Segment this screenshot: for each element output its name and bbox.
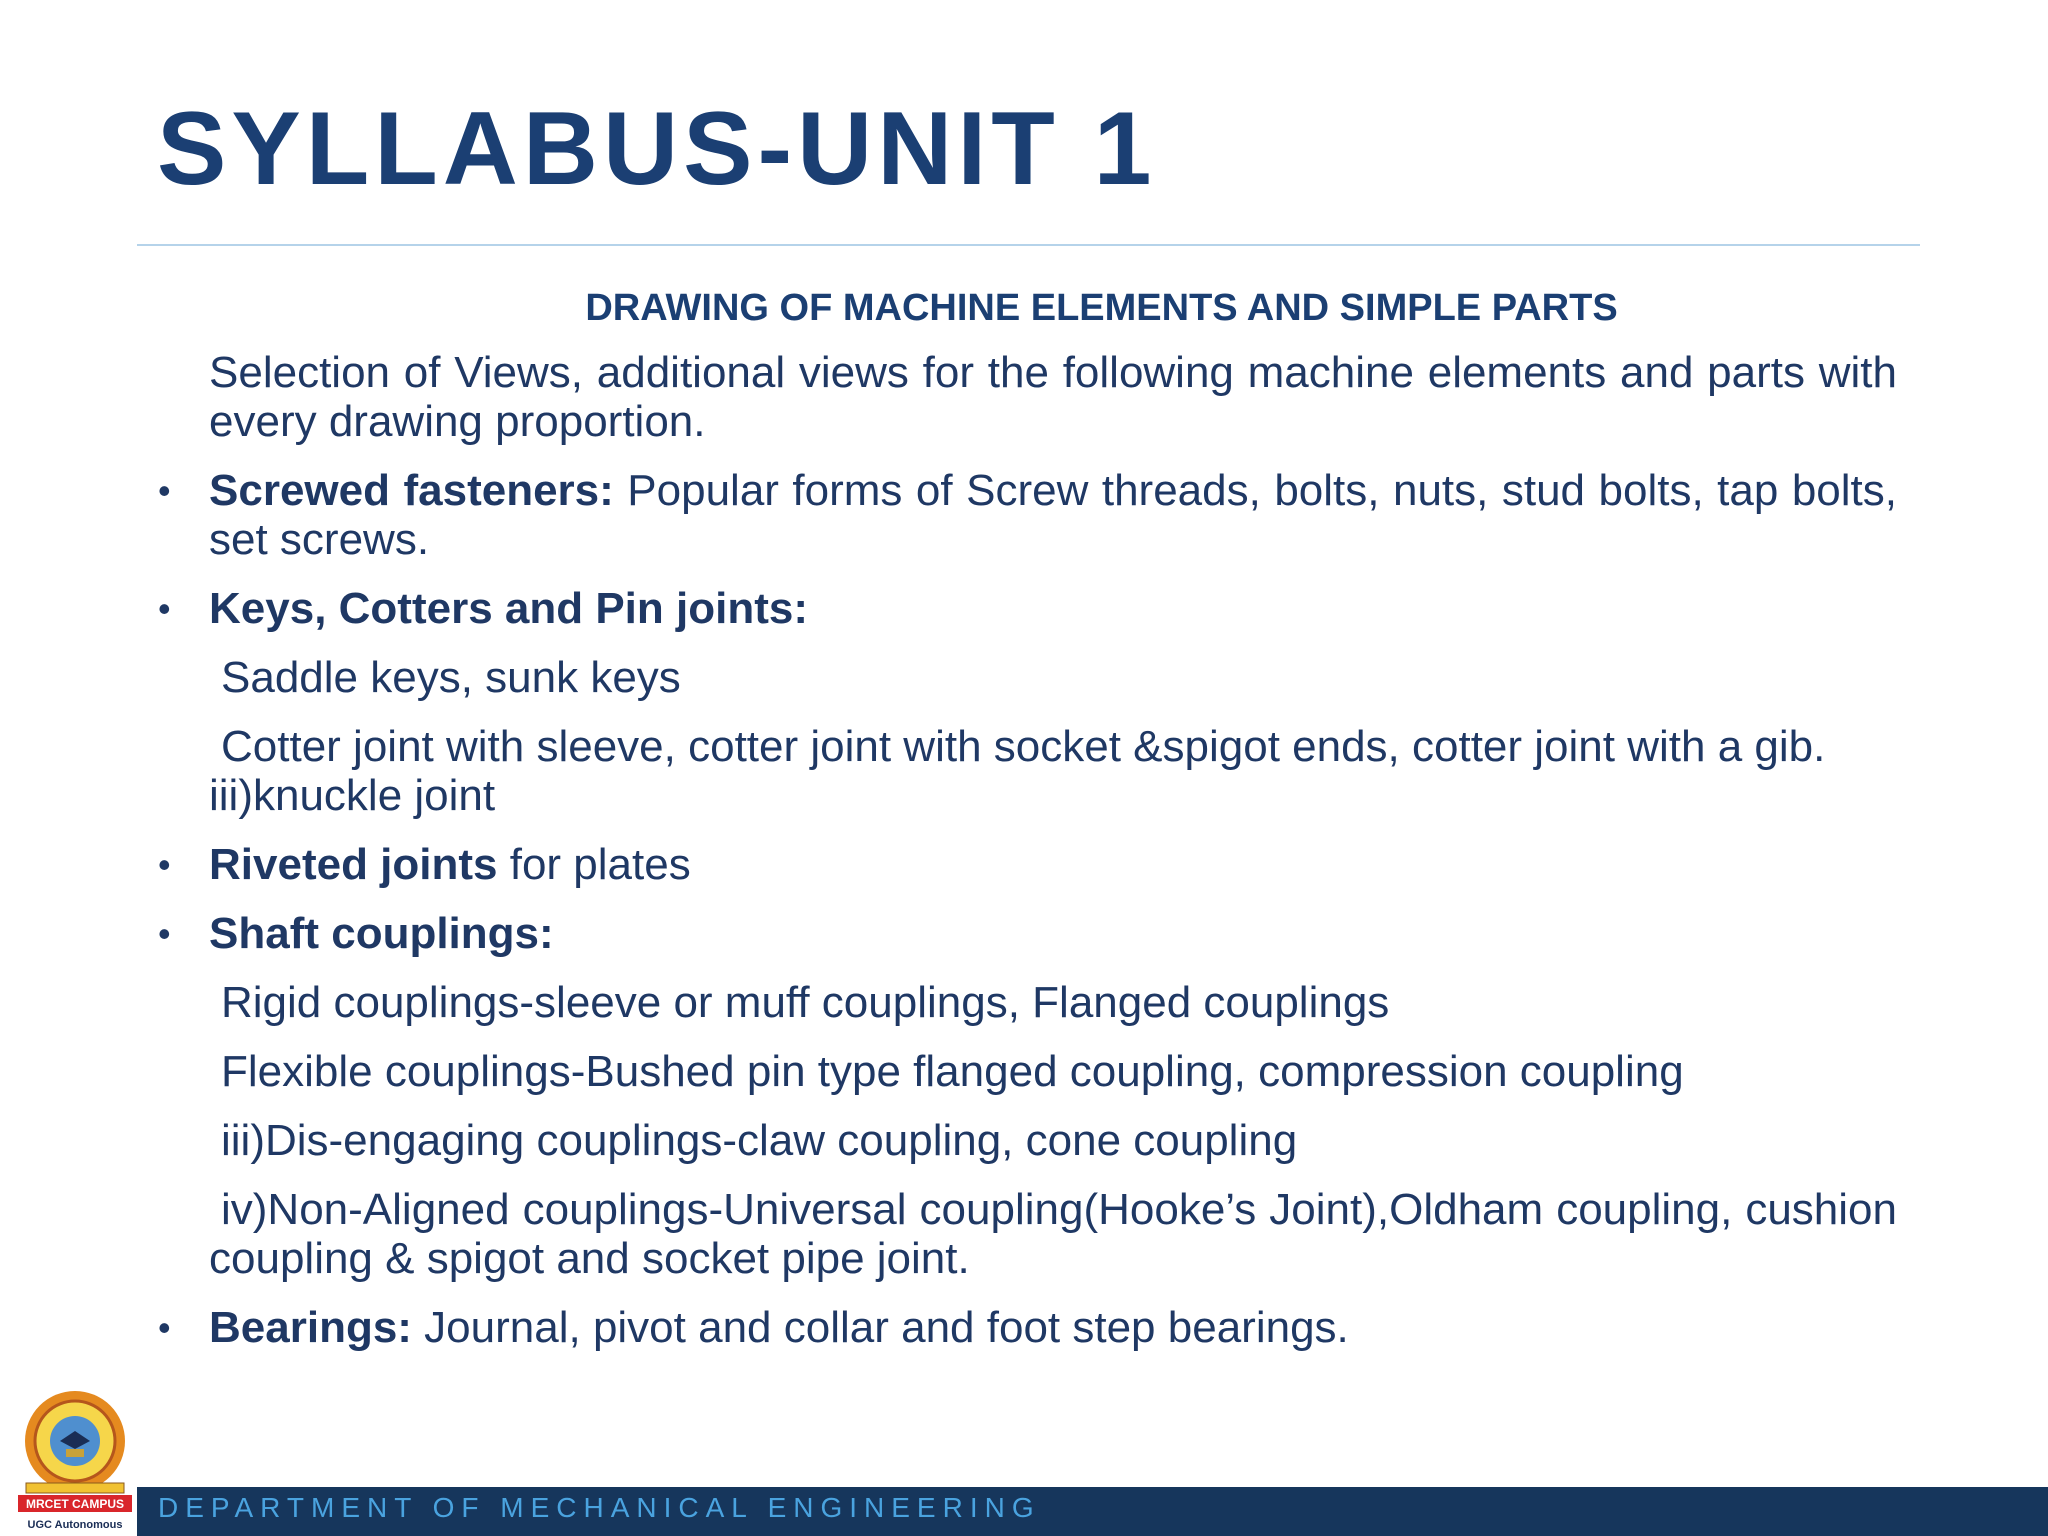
list-item-screwed-fasteners (209, 466, 1897, 564)
mrcet-logo (16, 1385, 134, 1536)
footer-bar (137, 1487, 2048, 1536)
sub-item-keys: Saddle keys, sunk keys (221, 653, 681, 702)
sub-item-disengaging-couplings: iii)Dis-engaging couplings-claw coupling, cone coupling (221, 1116, 1298, 1165)
title-divider (137, 244, 1920, 246)
footer-department: DEPARTMENT OF MECHANICAL ENGINEERING (158, 1492, 1041, 1523)
item-text: Popular forms of Screw threads, bolts, nuts, stud bolts, tap bolts, set screws. (209, 466, 1897, 564)
logo-subtext: UGC Autonomous (27, 1519, 123, 1531)
list-item-keys-cotters (209, 584, 1897, 633)
intro-paragraph: Selection of Views, additional views for the following machine elements and parts with every drawing proportion. (209, 348, 1897, 446)
item-heading: Riveted joints (209, 840, 498, 889)
item-text: Journal, pivot and collar and foot step bearings. (411, 1303, 1349, 1352)
slide-title: SYLLABUS-UNIT 1 (157, 91, 1157, 207)
sub-item-flexible-couplings: Flexible couplings-Bushed pin type flanged coupling, compression coupling (221, 1047, 1684, 1096)
item-text-continued: iii)knuckle joint (209, 771, 496, 820)
logo-gear-icon (25, 1391, 125, 1491)
list-item-bearings (209, 1303, 1897, 1352)
logo-banner-text: MRCET CAMPUS (26, 1497, 124, 1511)
sub-item-cotter-joints (209, 722, 1897, 820)
sub-item-non-aligned-couplings: iv)Non-Aligned couplings-Universal coupling(Hooke’s Joint),Oldham coupling, cushion coupling & spigot and socket pipe joint. (209, 1185, 1897, 1283)
unit-subtitle: DRAWING OF MACHINE ELEMENTS AND SIMPLE PARTS (585, 287, 1618, 329)
item-text: for plates (497, 840, 691, 889)
list-item-riveted-joints (209, 840, 1897, 889)
list-item-shaft-couplings (209, 909, 1897, 958)
item-heading: Bearings: (209, 1303, 412, 1352)
item-heading: Shaft couplings: (209, 909, 554, 958)
sub-item-rigid-couplings: Rigid couplings-sleeve or muff couplings, Flanged couplings (221, 978, 1390, 1027)
item-text: Cotter joint with sleeve, cotter joint with socket &spigot ends, cotter joint with a gib. (221, 722, 1826, 771)
item-heading: Keys, Cotters and Pin joints: (209, 584, 808, 633)
item-heading: Screwed fasteners: (209, 466, 614, 515)
syllabus-content (209, 348, 1897, 1372)
